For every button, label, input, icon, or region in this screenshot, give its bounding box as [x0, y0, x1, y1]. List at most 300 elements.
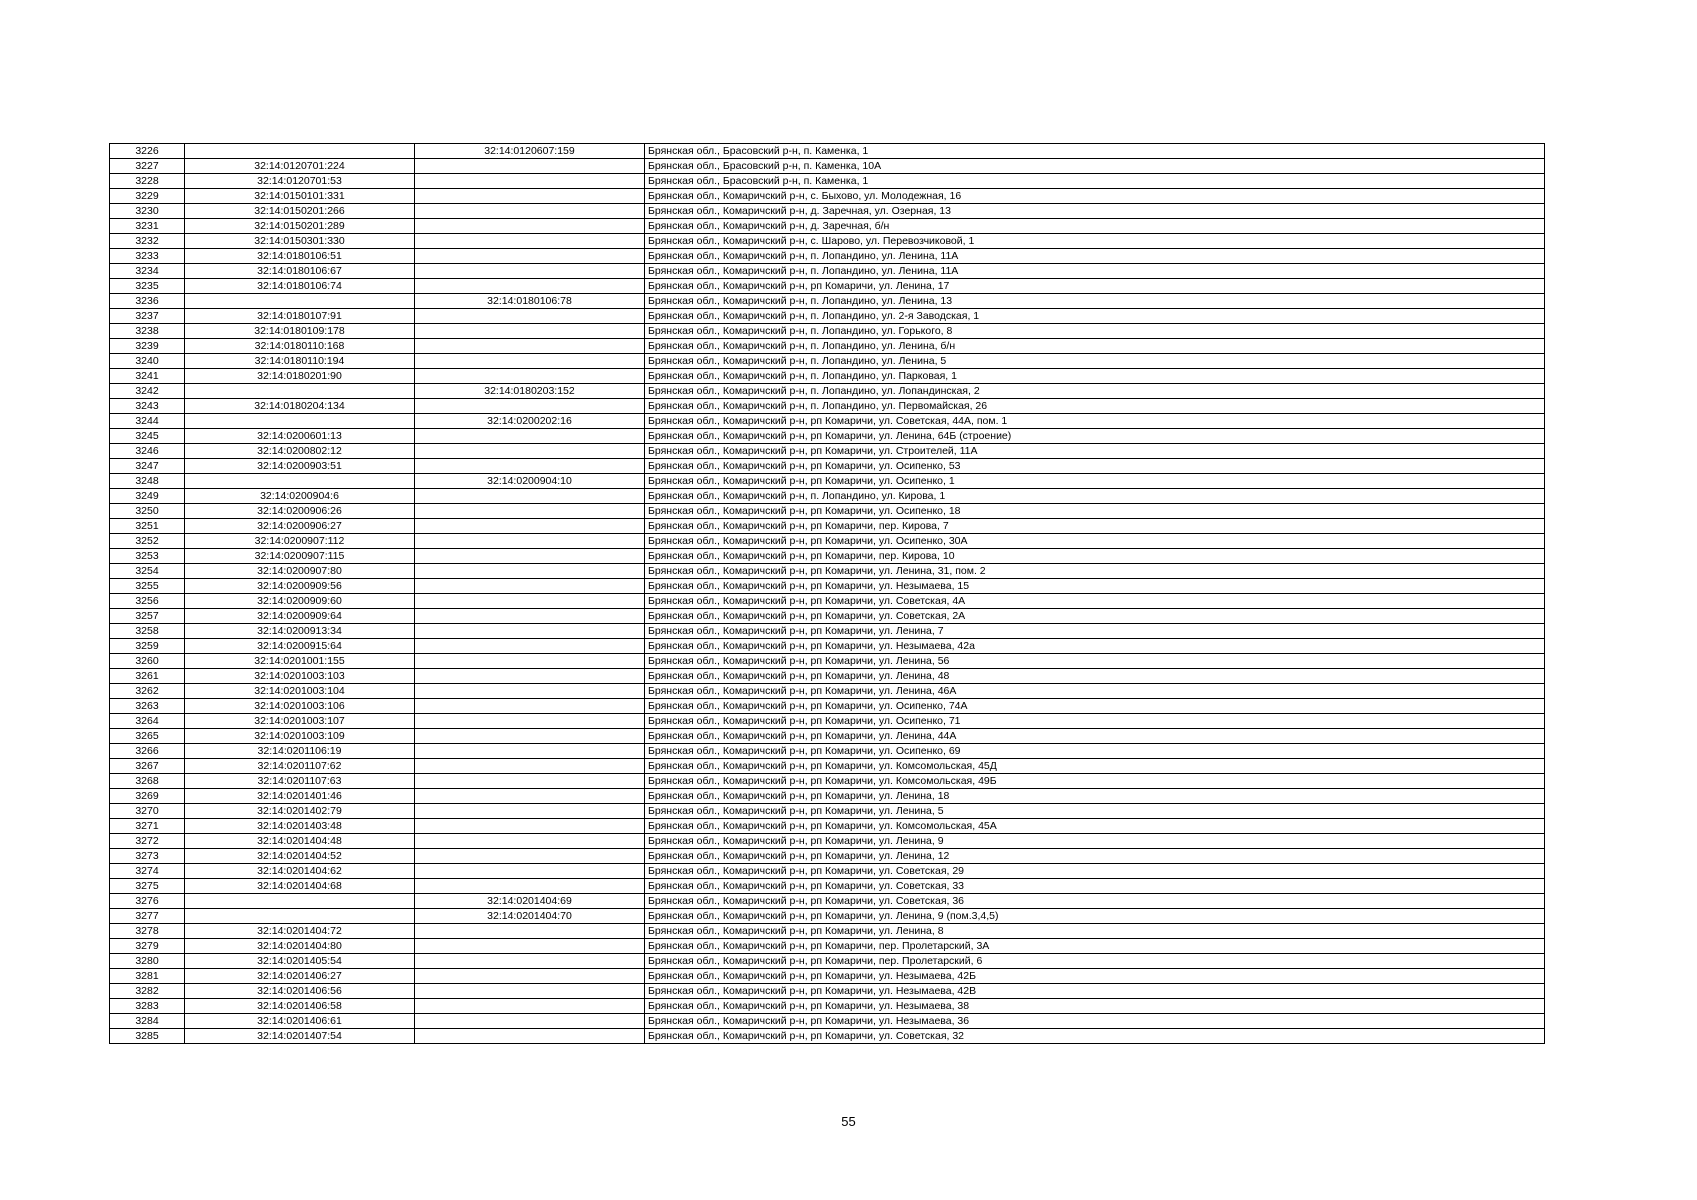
cadastral-number-premises [415, 624, 645, 639]
table-row [110, 264, 1545, 279]
address-cell: Брянская обл., Комаричский р-н, рп Комаричи, пер. Пролетарский, 6 [645, 954, 1545, 969]
table-row [110, 414, 1545, 429]
address-cell: Брянская обл., Комаричский р-н, рп Комаричи, ул. Советская, 33 [645, 879, 1545, 894]
cadastral-number-building [185, 894, 415, 909]
row-number: 3260 [110, 654, 185, 669]
cadastral-number-building: 32:14:0200915:64 [185, 639, 415, 654]
cadastral-number-premises: 32:14:0180106:78 [415, 294, 645, 309]
address-cell: Брянская обл., Комаричский р-н, рп Комаричи, ул. Ленина, 48 [645, 669, 1545, 684]
cadastral-number-premises [415, 174, 645, 189]
row-number: 3262 [110, 684, 185, 699]
address-cell: Брянская обл., Комаричский р-н, рп Комаричи, ул. Советская, 2А [645, 609, 1545, 624]
cadastral-number-premises [415, 684, 645, 699]
cadastral-number-premises [415, 729, 645, 744]
address-cell: Брянская обл., Комаричский р-н, рп Комаричи, ул. Советская, 44А, пом. 1 [645, 414, 1545, 429]
cadastral-number-premises [415, 429, 645, 444]
address-cell: Брянская обл., Комаричский р-н, рп Комаричи, ул. Строителей, 11А [645, 444, 1545, 459]
table-row [110, 234, 1545, 249]
cadastral-number-building [185, 909, 415, 924]
row-number: 3251 [110, 519, 185, 534]
table-body [110, 144, 1545, 1044]
cadastral-number-building [185, 414, 415, 429]
row-number: 3263 [110, 699, 185, 714]
table-row [110, 534, 1545, 549]
address-cell: Брянская обл., Комаричский р-н, п. Лопандино, ул. Ленина, б/н [645, 339, 1545, 354]
cadastral-number-premises [415, 759, 645, 774]
cadastral-number-building: 32:14:0201406:58 [185, 999, 415, 1014]
table-row [110, 939, 1545, 954]
address-cell: Брянская обл., Комаричский р-н, рп Комаричи, ул. Ленина, 17 [645, 279, 1545, 294]
address-cell: Брянская обл., Комаричский р-н, рп Комаричи, ул. Ленина, 12 [645, 849, 1545, 864]
cadastral-number-building: 32:14:0201404:80 [185, 939, 415, 954]
address-cell: Брянская обл., Комаричский р-н, рп Комаричи, пер. Пролетарский, 3А [645, 939, 1545, 954]
row-number: 3227 [110, 159, 185, 174]
table-row [110, 504, 1545, 519]
row-number: 3266 [110, 744, 185, 759]
table-row [110, 999, 1545, 1014]
row-number: 3259 [110, 639, 185, 654]
cadastral-number-premises: 32:14:0200202:16 [415, 414, 645, 429]
table-row [110, 594, 1545, 609]
cadastral-number-building: 32:14:0150201:266 [185, 204, 415, 219]
address-cell: Брянская обл., Комаричский р-н, рп Комаричи, ул. Незымаева, 42Б [645, 969, 1545, 984]
row-number: 3226 [110, 144, 185, 159]
address-cell: Брянская обл., Комаричский р-н, рп Комаричи, ул. Незымаева, 36 [645, 1014, 1545, 1029]
cadastral-number-building: 32:14:0201401:46 [185, 789, 415, 804]
cadastral-number-premises [415, 999, 645, 1014]
address-cell: Брянская обл., Комаричский р-н, с. Быхово, ул. Молодежная, 16 [645, 189, 1545, 204]
address-cell: Брянская обл., Комаричский р-н, рп Комаричи, ул. Ленина, 9 [645, 834, 1545, 849]
row-number: 3255 [110, 579, 185, 594]
cadastral-number-premises [415, 264, 645, 279]
address-cell: Брянская обл., Комаричский р-н, п. Лопандино, ул. Первомайская, 26 [645, 399, 1545, 414]
row-number: 3272 [110, 834, 185, 849]
address-cell: Брянская обл., Комаричский р-н, рп Комаричи, ул. Советская, 4А [645, 594, 1545, 609]
cadastral-number-premises [415, 444, 645, 459]
address-cell: Брянская обл., Комаричский р-н, с. Шарово, ул. Перевозчиковой, 1 [645, 234, 1545, 249]
row-number: 3241 [110, 369, 185, 384]
table-row [110, 489, 1545, 504]
address-cell: Брянская обл., Комаричский р-н, рп Комаричи, ул. Ленина, 46А [645, 684, 1545, 699]
table-row [110, 654, 1545, 669]
cadastral-number-premises: 32:14:0201404:69 [415, 894, 645, 909]
cadastral-number-premises [415, 579, 645, 594]
cadastral-number-premises [415, 519, 645, 534]
cadastral-number-premises [415, 354, 645, 369]
table-row [110, 924, 1545, 939]
table-row [110, 789, 1545, 804]
address-cell: Брянская обл., Комаричский р-н, рп Комаричи, ул. Осипенко, 53 [645, 459, 1545, 474]
row-number: 3235 [110, 279, 185, 294]
address-cell: Брянская обл., Комаричский р-н, п. Лопандино, ул. Кирова, 1 [645, 489, 1545, 504]
row-number: 3243 [110, 399, 185, 414]
cadastral-number-premises: 32:14:0201404:70 [415, 909, 645, 924]
address-cell: Брянская обл., Комаричский р-н, рп Комаричи, ул. Советская, 29 [645, 864, 1545, 879]
cadastral-number-premises [415, 819, 645, 834]
cadastral-number-premises [415, 204, 645, 219]
table-row [110, 279, 1545, 294]
table-row [110, 894, 1545, 909]
row-number: 3279 [110, 939, 185, 954]
row-number: 3229 [110, 189, 185, 204]
address-cell: Брянская обл., Комаричский р-н, рп Комаричи, ул. Ленина, 5 [645, 804, 1545, 819]
row-number: 3261 [110, 669, 185, 684]
row-number: 3273 [110, 849, 185, 864]
cadastral-number-premises [415, 879, 645, 894]
table-row [110, 579, 1545, 594]
table-row [110, 729, 1545, 744]
table-row [110, 774, 1545, 789]
row-number: 3274 [110, 864, 185, 879]
cadastral-number-building: 32:14:0201003:107 [185, 714, 415, 729]
cadastral-number-building: 32:14:0200907:115 [185, 549, 415, 564]
row-number: 3239 [110, 339, 185, 354]
address-cell: Брянская обл., Комаричский р-н, рп Комаричи, ул. Ленина, 56 [645, 654, 1545, 669]
cadastral-number-building: 32:14:0120701:53 [185, 174, 415, 189]
address-cell: Брянская обл., Комаричский р-н, рп Комаричи, ул. Советская, 32 [645, 1029, 1545, 1044]
row-number: 3240 [110, 354, 185, 369]
cadastral-number-building: 32:14:0201001:155 [185, 654, 415, 669]
table-row [110, 189, 1545, 204]
cadastral-number-building: 32:14:0201003:103 [185, 669, 415, 684]
cadastral-number-premises [415, 654, 645, 669]
table-row [110, 969, 1545, 984]
address-cell: Брянская обл., Комаричский р-н, рп Комаричи, ул. Осипенко, 30А [645, 534, 1545, 549]
cadastral-number-building: 32:14:0201407:54 [185, 1029, 415, 1044]
cadastral-number-building: 32:14:0201402:79 [185, 804, 415, 819]
address-cell: Брянская обл., Комаричский р-н, рп Комаричи, ул. Ленина, 44А [645, 729, 1545, 744]
cadastral-number-premises [415, 549, 645, 564]
cadastral-number-premises [415, 489, 645, 504]
address-cell: Брянская обл., Комаричский р-н, п. Лопандино, ул. Ленина, 5 [645, 354, 1545, 369]
cadastral-number-building: 32:14:0200906:27 [185, 519, 415, 534]
address-cell: Брянская обл., Комаричский р-н, рп Комаричи, ул. Осипенко, 69 [645, 744, 1545, 759]
table-row [110, 339, 1545, 354]
table-row [110, 669, 1545, 684]
row-number: 3269 [110, 789, 185, 804]
cadastral-number-building: 32:14:0150101:331 [185, 189, 415, 204]
row-number: 3265 [110, 729, 185, 744]
cadastral-number-premises: 32:14:0120607:159 [415, 144, 645, 159]
cadastral-number-building: 32:14:0201107:62 [185, 759, 415, 774]
cadastral-number-building: 32:14:0200601:13 [185, 429, 415, 444]
address-cell: Брянская обл., Комаричский р-н, рп Комаричи, ул. Осипенко, 1 [645, 474, 1545, 489]
address-cell: Брянская обл., Комаричский р-н, рп Комаричи, ул. Незымаева, 42а [645, 639, 1545, 654]
table-row [110, 1029, 1545, 1044]
cadastral-number-premises [415, 339, 645, 354]
cadastral-number-building: 32:14:0201404:48 [185, 834, 415, 849]
cadastral-number-building: 32:14:0200802:12 [185, 444, 415, 459]
table-row [110, 159, 1545, 174]
cadastral-number-premises [415, 594, 645, 609]
cadastral-number-building: 32:14:0201003:106 [185, 699, 415, 714]
row-number: 3238 [110, 324, 185, 339]
cadastral-number-building: 32:14:0200904:6 [185, 489, 415, 504]
cadastral-number-building: 32:14:0201405:54 [185, 954, 415, 969]
cadastral-number-premises [415, 834, 645, 849]
row-number: 3284 [110, 1014, 185, 1029]
table-row [110, 369, 1545, 384]
table-row [110, 984, 1545, 999]
cadastral-number-premises [415, 804, 645, 819]
address-cell: Брянская обл., Комаричский р-н, рп Комаричи, ул. Комсомольская, 45А [645, 819, 1545, 834]
row-number: 3276 [110, 894, 185, 909]
cadastral-number-premises [415, 864, 645, 879]
cadastral-number-premises [415, 369, 645, 384]
row-number: 3232 [110, 234, 185, 249]
row-number: 3233 [110, 249, 185, 264]
address-cell: Брянская обл., Комаричский р-н, рп Комаричи, ул. Ленина, 64Б (строение) [645, 429, 1545, 444]
cadastral-number-building: 32:14:0180204:134 [185, 399, 415, 414]
table-row [110, 459, 1545, 474]
cadastral-number-premises [415, 189, 645, 204]
cadastral-number-building: 32:14:0150201:289 [185, 219, 415, 234]
cadastral-number-premises [415, 399, 645, 414]
address-cell: Брянская обл., Комаричский р-н, рп Комаричи, ул. Незымаева, 15 [645, 579, 1545, 594]
cadastral-number-building: 32:14:0120701:224 [185, 159, 415, 174]
table-row [110, 909, 1545, 924]
cadastral-number-building [185, 384, 415, 399]
cadastral-number-building: 32:14:0201404:68 [185, 879, 415, 894]
cadastral-number-premises [415, 234, 645, 249]
cadastral-number-building [185, 144, 415, 159]
address-cell: Брянская обл., Комаричский р-н, рп Комаричи, ул. Комсомольская, 45Д [645, 759, 1545, 774]
cadastral-number-building: 32:14:0200907:80 [185, 564, 415, 579]
address-cell: Брянская обл., Комаричский р-н, рп Комаричи, ул. Ленина, 8 [645, 924, 1545, 939]
cadastral-number-building: 32:14:0180106:74 [185, 279, 415, 294]
row-number: 3250 [110, 504, 185, 519]
row-number: 3244 [110, 414, 185, 429]
row-number: 3281 [110, 969, 185, 984]
table-row [110, 219, 1545, 234]
row-number: 3245 [110, 429, 185, 444]
row-number: 3228 [110, 174, 185, 189]
table-row [110, 174, 1545, 189]
table-row [110, 699, 1545, 714]
row-number: 3271 [110, 819, 185, 834]
cadastral-number-premises: 32:14:0200904:10 [415, 474, 645, 489]
cadastral-number-building: 32:14:0200909:56 [185, 579, 415, 594]
row-number: 3246 [110, 444, 185, 459]
cadastral-number-building: 32:14:0180109:178 [185, 324, 415, 339]
table-row [110, 204, 1545, 219]
cadastral-number-building: 32:14:0201406:61 [185, 1014, 415, 1029]
table-row [110, 714, 1545, 729]
cadastral-number-premises [415, 774, 645, 789]
cadastral-number-building: 32:14:0150301:330 [185, 234, 415, 249]
table-row [110, 804, 1545, 819]
cadastral-number-building: 32:14:0180106:67 [185, 264, 415, 279]
cadastral-number-building: 32:14:0200909:60 [185, 594, 415, 609]
table-row [110, 744, 1545, 759]
address-cell: Брянская обл., Комаричский р-н, рп Комаричи, пер. Кирова, 7 [645, 519, 1545, 534]
cadastral-number-premises [415, 219, 645, 234]
address-cell: Брянская обл., Комаричский р-н, п. Лопандино, ул. Горького, 8 [645, 324, 1545, 339]
cadastral-number-premises [415, 609, 645, 624]
table-row [110, 819, 1545, 834]
table-row [110, 384, 1545, 399]
cadastral-number-premises [415, 309, 645, 324]
row-number: 3275 [110, 879, 185, 894]
cadastral-number-building: 32:14:0201003:109 [185, 729, 415, 744]
cadastral-number-building: 32:14:0201406:27 [185, 969, 415, 984]
row-number: 3285 [110, 1029, 185, 1044]
cadastral-number-building: 32:14:0180106:51 [185, 249, 415, 264]
row-number: 3277 [110, 909, 185, 924]
cadastral-number-building: 32:14:0201404:72 [185, 924, 415, 939]
address-cell: Брянская обл., Комаричский р-н, д. Заречная, ул. Озерная, 13 [645, 204, 1545, 219]
table-row [110, 549, 1545, 564]
cadastral-number-premises [415, 969, 645, 984]
cadastral-number-building: 32:14:0180201:90 [185, 369, 415, 384]
row-number: 3264 [110, 714, 185, 729]
cadastral-number-building: 32:14:0201404:62 [185, 864, 415, 879]
address-cell: Брянская обл., Комаричский р-н, рп Комаричи, ул. Осипенко, 18 [645, 504, 1545, 519]
row-number: 3247 [110, 459, 185, 474]
address-cell: Брянская обл., Комаричский р-н, рп Комаричи, ул. Осипенко, 74А [645, 699, 1545, 714]
cadastral-number-building: 32:14:0201003:104 [185, 684, 415, 699]
cadastral-number-premises: 32:14:0180203:152 [415, 384, 645, 399]
address-cell: Брянская обл., Комаричский р-н, рп Комаричи, ул. Незымаева, 38 [645, 999, 1545, 1014]
table-row [110, 474, 1545, 489]
cadastral-number-building: 32:14:0201106:19 [185, 744, 415, 759]
cadastral-number-building: 32:14:0200906:26 [185, 504, 415, 519]
row-number: 3249 [110, 489, 185, 504]
cadastral-number-building: 32:14:0200909:64 [185, 609, 415, 624]
table-row [110, 849, 1545, 864]
cadastral-number-premises [415, 849, 645, 864]
row-number: 3282 [110, 984, 185, 999]
cadastral-number-premises [415, 639, 645, 654]
address-cell: Брянская обл., Комаричский р-н, п. Лопандино, ул. Ленина, 13 [645, 294, 1545, 309]
table-row [110, 639, 1545, 654]
row-number: 3258 [110, 624, 185, 639]
cadastral-number-building: 32:14:0200913:34 [185, 624, 415, 639]
address-cell: Брянская обл., Комаричский р-н, п. Лопандино, ул. Ленина, 11А [645, 264, 1545, 279]
row-number: 3248 [110, 474, 185, 489]
address-cell: Брянская обл., Брасовский р-н, п. Каменка, 1 [645, 144, 1545, 159]
cadastral-number-premises [415, 564, 645, 579]
row-number: 3283 [110, 999, 185, 1014]
page-number: 55 [841, 1114, 856, 1129]
cadastral-number-premises [415, 504, 645, 519]
table-row [110, 354, 1545, 369]
row-number: 3280 [110, 954, 185, 969]
table-row [110, 429, 1545, 444]
table-row [110, 564, 1545, 579]
row-number: 3278 [110, 924, 185, 939]
table-row [110, 144, 1545, 159]
cadastral-number-premises [415, 789, 645, 804]
row-number: 3236 [110, 294, 185, 309]
address-cell: Брянская обл., Комаричский р-н, рп Комаричи, ул. Незымаева, 42В [645, 984, 1545, 999]
cadastral-number-building: 32:14:0201107:63 [185, 774, 415, 789]
cadastral-number-building: 32:14:0180107:91 [185, 309, 415, 324]
table-row [110, 1014, 1545, 1029]
address-cell: Брянская обл., Комаричский р-н, рп Комаричи, ул. Осипенко, 71 [645, 714, 1545, 729]
table-row [110, 294, 1545, 309]
table-row [110, 324, 1545, 339]
cadastral-number-building [185, 474, 415, 489]
address-cell: Брянская обл., Комаричский р-н, рп Комаричи, ул. Советская, 36 [645, 894, 1545, 909]
row-number: 3237 [110, 309, 185, 324]
table-row [110, 309, 1545, 324]
cadastral-number-building: 32:14:0180110:194 [185, 354, 415, 369]
row-number: 3230 [110, 204, 185, 219]
row-number: 3270 [110, 804, 185, 819]
cadastral-number-premises [415, 534, 645, 549]
row-number: 3253 [110, 549, 185, 564]
table-row [110, 444, 1545, 459]
address-cell: Брянская обл., Комаричский р-н, рп Комаричи, ул. Ленина, 7 [645, 624, 1545, 639]
cadastral-number-premises [415, 669, 645, 684]
cadastral-number-building: 32:14:0201404:52 [185, 849, 415, 864]
cadastral-number-premises [415, 1029, 645, 1044]
table-row [110, 609, 1545, 624]
row-number: 3254 [110, 564, 185, 579]
row-number: 3268 [110, 774, 185, 789]
row-number: 3257 [110, 609, 185, 624]
table-row [110, 519, 1545, 534]
cadastral-number-building: 32:14:0200907:112 [185, 534, 415, 549]
cadastral-number-building: 32:14:0201406:56 [185, 984, 415, 999]
cadastral-number-premises [415, 159, 645, 174]
cadastral-number-premises [415, 714, 645, 729]
cadastral-number-building: 32:14:0180110:168 [185, 339, 415, 354]
cadastral-number-premises [415, 459, 645, 474]
row-number: 3234 [110, 264, 185, 279]
row-number: 3242 [110, 384, 185, 399]
table-row [110, 399, 1545, 414]
table-row [110, 759, 1545, 774]
cadastral-number-premises [415, 249, 645, 264]
cadastral-number-premises [415, 924, 645, 939]
cadastral-number-building [185, 294, 415, 309]
cadastral-table [109, 143, 1545, 1044]
table-row [110, 954, 1545, 969]
address-cell: Брянская обл., Брасовский р-н, п. Каменка, 10А [645, 159, 1545, 174]
address-cell: Брянская обл., Комаричский р-н, рп Комаричи, пер. Кирова, 10 [645, 549, 1545, 564]
cadastral-number-premises [415, 324, 645, 339]
cadastral-number-premises [415, 1014, 645, 1029]
address-cell: Брянская обл., Комаричский р-н, рп Комаричи, ул. Ленина, 18 [645, 789, 1545, 804]
cadastral-number-building: 32:14:0201403:48 [185, 819, 415, 834]
row-number: 3267 [110, 759, 185, 774]
cadastral-number-premises [415, 279, 645, 294]
table-row [110, 684, 1545, 699]
cadastral-number-premises [415, 939, 645, 954]
table-row [110, 624, 1545, 639]
table-row [110, 834, 1545, 849]
cadastral-number-premises [415, 699, 645, 714]
table-row [110, 249, 1545, 264]
address-cell: Брянская обл., Комаричский р-н, п. Лопандино, ул. Ленина, 11А [645, 249, 1545, 264]
cadastral-number-building: 32:14:0200903:51 [185, 459, 415, 474]
table-row [110, 879, 1545, 894]
address-cell: Брянская обл., Брасовский р-н, п. Каменка, 1 [645, 174, 1545, 189]
address-cell: Брянская обл., Комаричский р-н, рп Комаричи, ул. Ленина, 9 (пом.3,4,5) [645, 909, 1545, 924]
address-cell: Брянская обл., Комаричский р-н, п. Лопандино, ул. Лопандинская, 2 [645, 384, 1545, 399]
address-cell: Брянская обл., Комаричский р-н, п. Лопандино, ул. 2-я Заводская, 1 [645, 309, 1545, 324]
table-row [110, 864, 1545, 879]
address-cell: Брянская обл., Комаричский р-н, рп Комаричи, ул. Комсомольская, 49Б [645, 774, 1545, 789]
address-cell: Брянская обл., Комаричский р-н, д. Заречная, б/н [645, 219, 1545, 234]
row-number: 3256 [110, 594, 185, 609]
row-number: 3231 [110, 219, 185, 234]
row-number: 3252 [110, 534, 185, 549]
address-cell: Брянская обл., Комаричский р-н, п. Лопандино, ул. Парковая, 1 [645, 369, 1545, 384]
address-cell: Брянская обл., Комаричский р-н, рп Комаричи, ул. Ленина, 31, пом. 2 [645, 564, 1545, 579]
